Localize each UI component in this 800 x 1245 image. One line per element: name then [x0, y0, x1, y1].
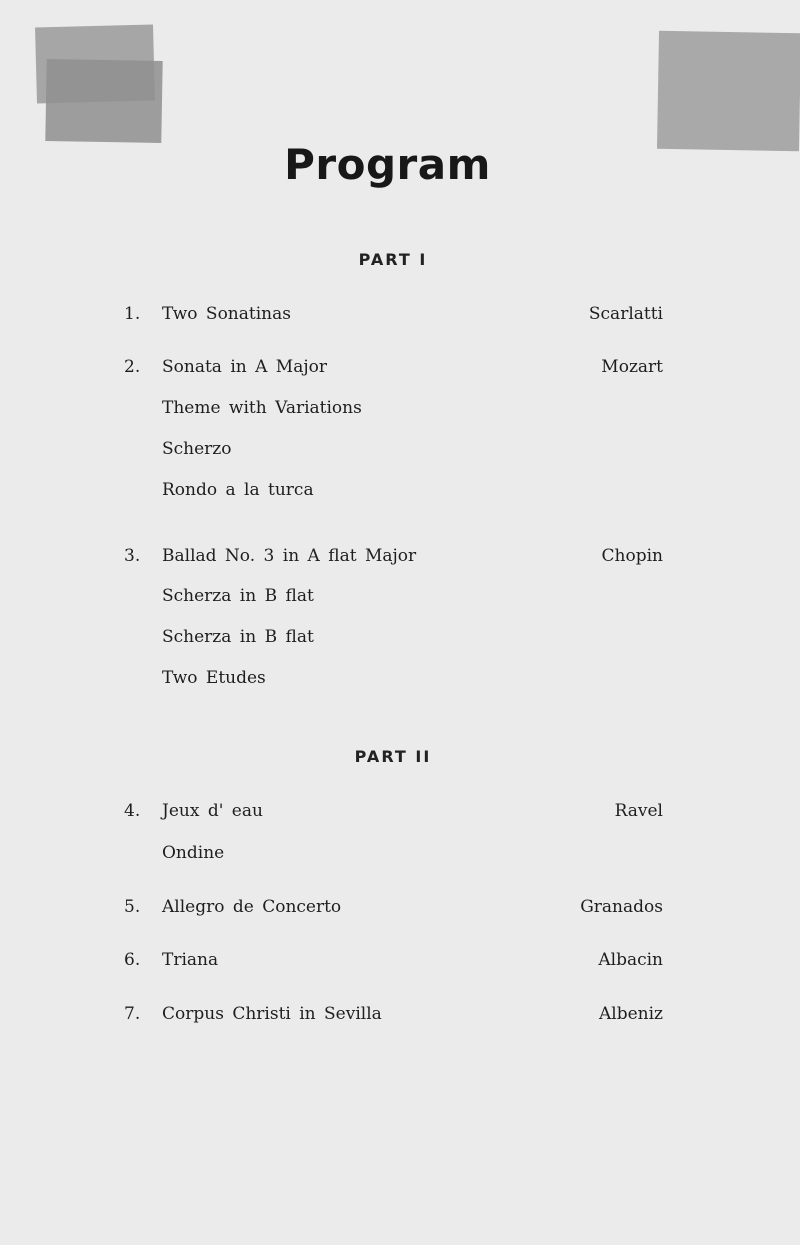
composer-name: Scarlatti [588, 304, 663, 324]
part-heading: PART I [358, 250, 428, 269]
composer-name: Granados [580, 897, 663, 917]
page-title: Program [284, 140, 491, 189]
work-title: Two Etudes [162, 668, 266, 688]
item-number: 5. [124, 897, 141, 917]
work-title: Sonata in A Major [162, 357, 327, 377]
work-title: Rondo a la turca [162, 480, 314, 500]
work-title: Triana [162, 950, 219, 970]
item-number: 3. [124, 546, 141, 566]
work-title: Scherzo [162, 439, 232, 459]
item-number: 4. [124, 801, 141, 821]
composer-name: Mozart [601, 357, 663, 377]
composer-name: Albeniz [599, 1004, 663, 1024]
work-title: Ballad No. 3 in A flat Major [162, 546, 417, 566]
work-title: Scherza in B flat [162, 586, 314, 606]
work-title: Ondine [162, 843, 225, 863]
item-number: 2. [124, 357, 141, 377]
composer-name: Chopin [601, 546, 663, 566]
item-number: 7. [124, 1004, 141, 1024]
part-heading: PART II [354, 747, 432, 766]
work-title: Corpus Christi in Sevilla [162, 1004, 382, 1024]
work-title: Scherza in B flat [162, 627, 314, 647]
composer-name: Albacin [598, 950, 663, 970]
composer-name: Ravel [614, 801, 663, 821]
work-title: Theme with Variations [162, 398, 362, 418]
work-title: Allegro de Concerto [162, 897, 342, 917]
item-number: 1. [124, 304, 141, 324]
tape-mark [657, 31, 800, 151]
work-title: Jeux d' eau [162, 801, 263, 821]
work-title: Two Sonatinas [162, 304, 291, 324]
tape-mark [45, 59, 162, 143]
item-number: 6. [124, 950, 141, 970]
